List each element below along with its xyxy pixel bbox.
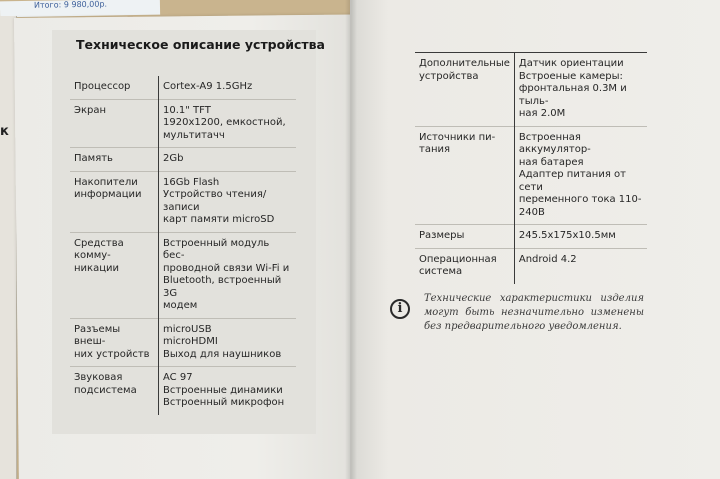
underlying-sheet: к: [0, 16, 17, 479]
spec-row: [70, 318, 296, 367]
spec-label: Память: [70, 148, 159, 172]
book-spine: [345, 0, 357, 479]
spec-row: [70, 76, 296, 99]
spec-value: Встроенная аккумулятор- ная батарея Адаптер питания от сети переменного тока 110- 240В: [518, 131, 642, 218]
spec-label: Размеры: [415, 225, 514, 249]
spec-row: [70, 367, 296, 415]
spec-row: [70, 148, 296, 172]
spec-table-right: [415, 52, 647, 284]
spec-title: Техническое описание устройства: [76, 37, 325, 52]
spec-value: microUSB microHDMI Выход для наушников: [163, 323, 282, 360]
spec-value: 2Gb: [163, 153, 184, 164]
spec-label: Процессор: [70, 76, 159, 99]
spec-row: [415, 126, 647, 225]
spec-label: Дополнительные устройства: [415, 53, 514, 127]
spec-value: Android 4.2: [518, 253, 577, 265]
spec-row: [70, 171, 296, 232]
spec-table-left: [70, 76, 296, 415]
spec-value: 245.5x175x10.5мм: [518, 230, 616, 241]
spec-row: [415, 225, 647, 249]
spec-row: [70, 99, 296, 148]
disclaimer-note: Технические характеристики изделия могут быть незначительно изменены без предварительного уведомления.: [424, 293, 644, 332]
spec-value: AC 97 Встроенные динамики Встроенный микрофон: [163, 372, 285, 408]
spec-value: Встроенный модуль бес- проводной связи Wi-Fi и Bluetooth, встроенный 3G модем: [163, 237, 290, 311]
spec-value: 10.1" TFT 1920x1200, емкостной, мультитачч: [163, 104, 286, 141]
info-icon: i: [390, 299, 410, 319]
spec-label: Операционная система: [415, 248, 514, 284]
spec-value: 16Gb Flash Устройство чтения/записи карт памяти microSD: [163, 176, 275, 225]
spec-label: Накопители информации: [70, 171, 159, 232]
spec-label: Экран: [70, 99, 159, 148]
spec-row: [415, 53, 647, 127]
spec-label: Средства комму- никации: [70, 232, 159, 318]
spec-row: [70, 232, 296, 318]
spec-label: Разъемы внеш- них устройств: [70, 318, 159, 367]
receipt-corner: [0, 0, 160, 17]
spec-label: Источники пи- тания: [415, 126, 514, 225]
spec-value: Датчик ориентации Встроеные камеры: фронтальная 0.3M и тыль- ная 2.0M: [518, 58, 627, 119]
spec-label: Звуковая подсистема: [70, 367, 159, 415]
spec-row: [415, 248, 647, 284]
receipt-total: Итого: 9 980,00р.: [33, 0, 108, 10]
spec-value: Cortex-A9 1.5GHz: [163, 81, 253, 92]
